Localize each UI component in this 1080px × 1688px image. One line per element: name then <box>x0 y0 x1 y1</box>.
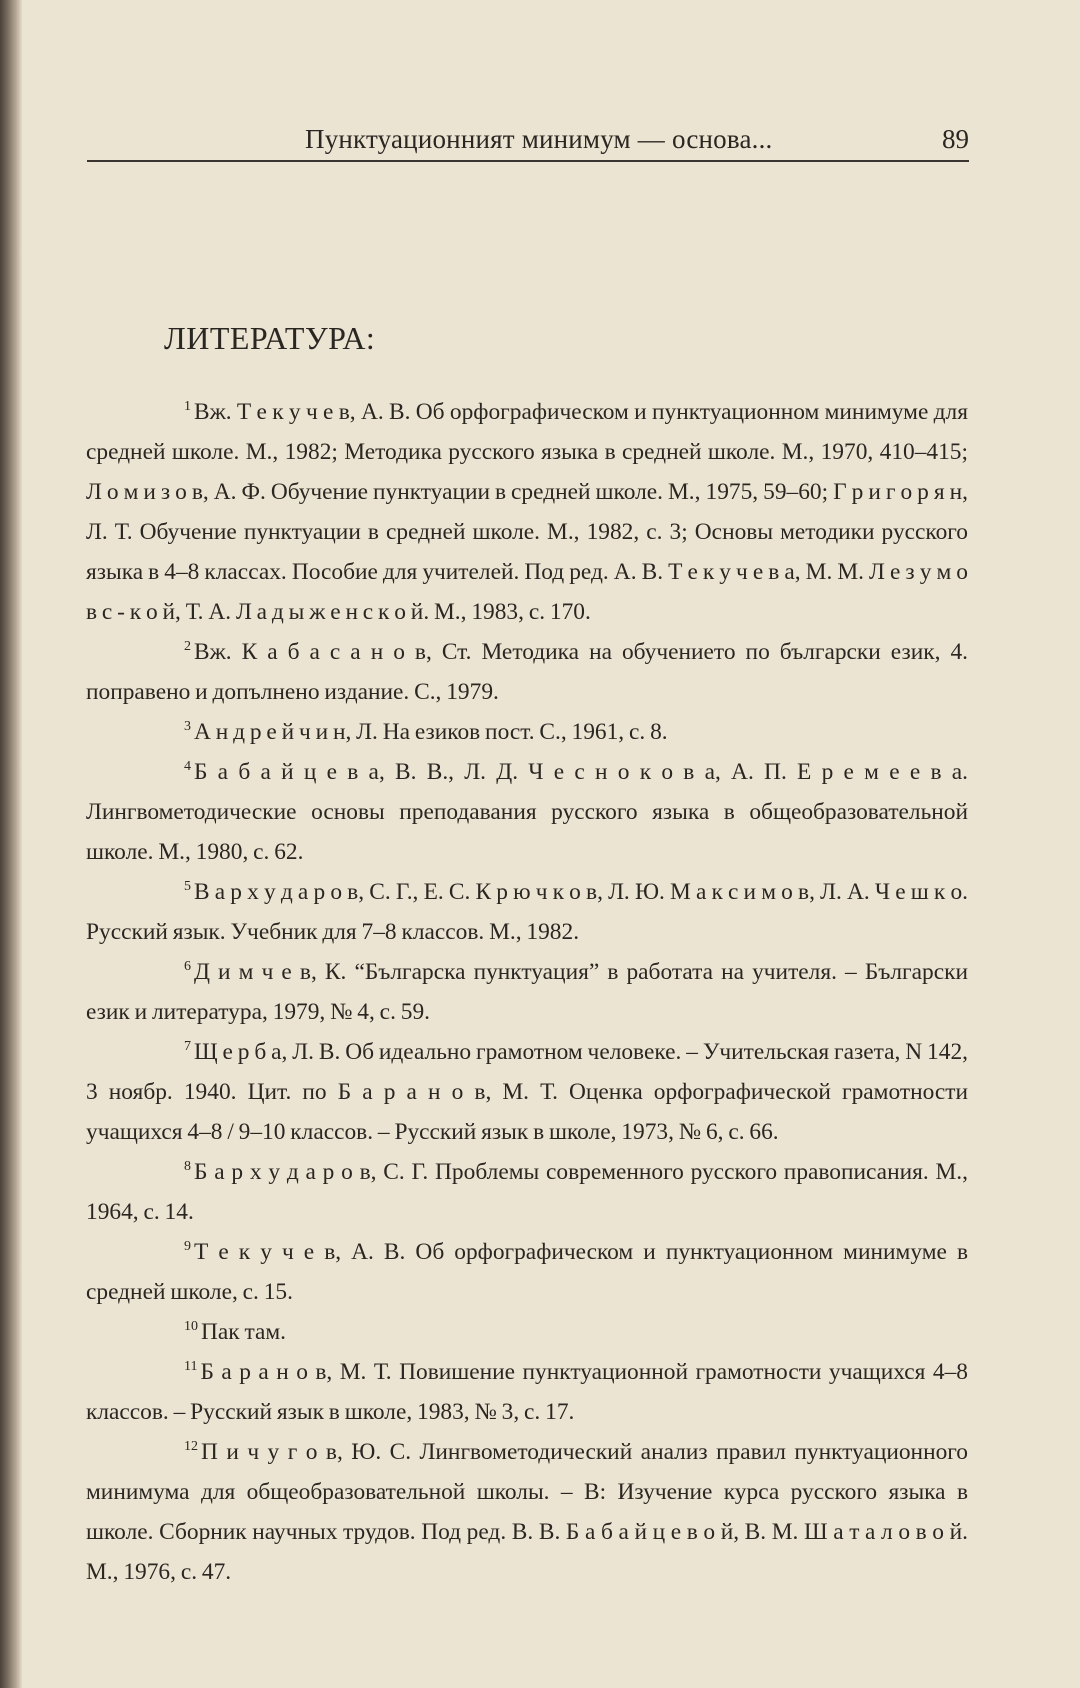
reference-text: Б а б а й ц е в а, В. В., Л. Д. Ч е с н о к о в а, А. П. Е р е м е е в а. Лингвометодические основы преподавания русского языка в общеобразовательной школе. М., 1980, с. 62. <box>86 759 968 865</box>
reference-text: Д и м ч е в, К. “Българска пунктуация” в работата на учителя. – Български език и литература, 1979, № 4, с. 59. <box>86 959 968 1025</box>
page-number: 89 <box>942 124 969 154</box>
footnote-number: 12 <box>184 1439 198 1454</box>
reference-item <box>86 1352 968 1432</box>
running-title: Пунктуационният минимум — основа... <box>305 124 773 154</box>
reference-item <box>86 952 968 1032</box>
footnote-number: 9 <box>184 1239 191 1254</box>
reference-text: Пак там. <box>201 1319 287 1345</box>
footnote-number: 8 <box>184 1159 191 1174</box>
reference-text: Т е к у ч е в, А. В. Об орфографическом и пунктуационном минимуме в средней школе, с. 15. <box>86 1239 968 1305</box>
reference-item <box>86 1232 968 1312</box>
footnote-number: 11 <box>184 1359 198 1374</box>
reference-item <box>86 1152 968 1232</box>
references-list <box>86 392 968 1592</box>
reference-item <box>86 872 968 952</box>
reference-item <box>86 1032 968 1152</box>
footnote-number: 6 <box>184 959 191 974</box>
reference-text: А н д р е й ч и н, Л. На езиков пост. С., 1961, с. 8. <box>194 719 668 745</box>
reference-text: Вж. К а б а с а н о в, Ст. Методика на обучението по български език, 4. поправено и допълнено издание. С., 1979. <box>86 639 968 705</box>
footnote-number: 4 <box>184 759 191 774</box>
reference-text: Б а р х у д а р о в, С. Г. Проблемы современного русского правописания. М., 1964, с. 14. <box>86 1159 968 1225</box>
footnote-number: 1 <box>184 399 191 414</box>
reference-item <box>86 1432 968 1592</box>
footnote-number: 3 <box>184 719 191 734</box>
reference-item <box>86 392 968 632</box>
reference-item <box>86 632 968 712</box>
footnote-number: 10 <box>184 1319 198 1334</box>
page-header <box>87 120 969 162</box>
reference-item <box>86 752 968 872</box>
footnote-number: 2 <box>184 639 191 654</box>
footnote-number: 7 <box>184 1039 191 1054</box>
footnote-number: 5 <box>184 879 191 894</box>
reference-text: Б а р а н о в, М. Т. Повишение пунктуационной грамотности учащихся 4–8 классов. – Русский язык в школе, 1983, № 3, с. 17. <box>86 1359 968 1425</box>
book-spine-shadow <box>0 0 22 1688</box>
reference-text: П и ч у г о в, Ю. С. Лингвометодический анализ правил пунктуационного минимума для общеобразовательной школы. – В: Изучение курса русского языка в школе. Сборник научных трудов. Под ред. В. В. Б а б а й ц е в о й, В. М. Ш а т а л о в о й. М., 1976, с. 47. <box>86 1439 968 1585</box>
reference-item <box>86 712 968 752</box>
reference-text: Вж. Т е к у ч е в, А. В. Об орфографическом и пунктуационном минимуме для средней школе. М., 1982; Методика русского языка в средней школе. М., 1970, 410–415; Л о м и з о в, А. Ф. Обучение пунктуации в средней школе. М., 1975, 59–60; Г р и г о р я н, Л. Т. Обучение пунктуации в средней школе. М., 1982, с. 3; Основы методики русского языка в 4–8 классах. Пособие для учителей. Под ред. А. В. Т е к у ч е в а, М. М. Л е з у м о в с - к о й, Т. А. Л а д ы ж е н с к о й. М., 1983, с. 170. <box>86 399 968 625</box>
reference-item <box>86 1312 968 1352</box>
reference-text: В а р х у д а р о в, С. Г., Е. С. К р ю ч к о в, Л. Ю. М а к с и м о в, Л. А. Ч е ш к о. Русский язык. Учебник для 7–8 классов. М., 1982. <box>86 879 968 945</box>
literature-heading: ЛИТЕРАТУРА: <box>164 320 376 356</box>
reference-text: Щ е р б а, Л. В. Об идеально грамотном человеке. – Учительская газета, N 142, 3 ноябр. 1940. Цит. по Б а р а н о в, М. Т. Оценка орфографической грамотности учащихся 4–8 / 9–10 классов. – Русский язык в школе, 1973, № 6, с. 66. <box>86 1039 968 1145</box>
